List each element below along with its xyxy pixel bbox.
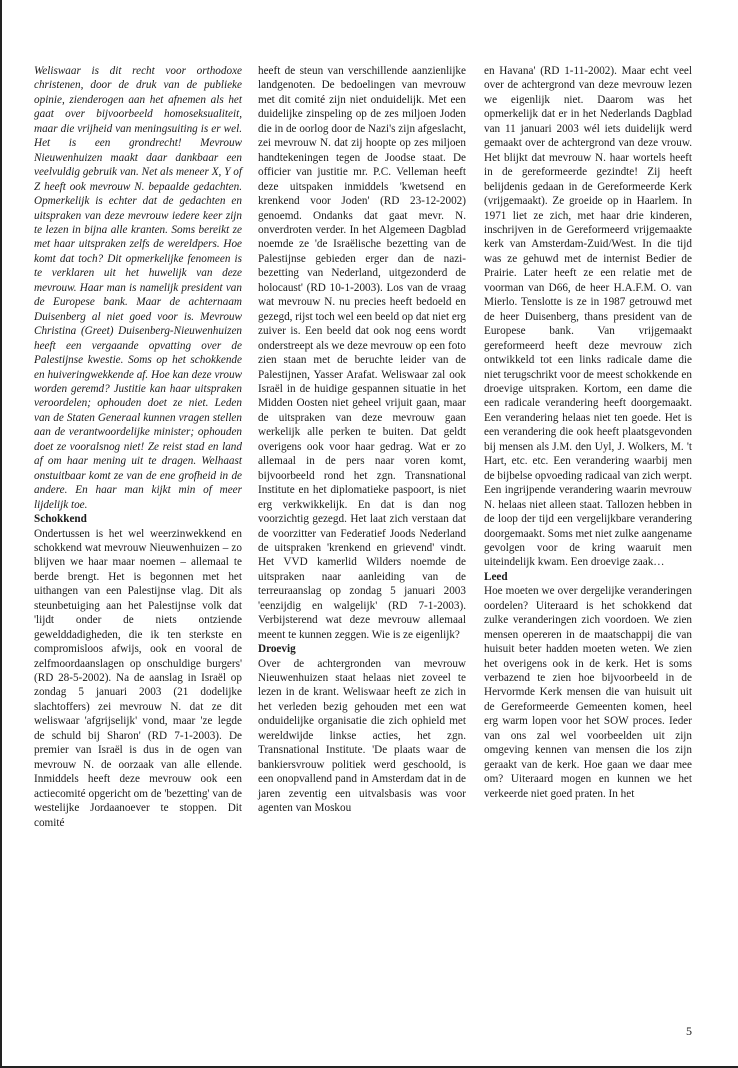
body-paragraph: heeft de steun van verschillende aanzienlijke landgenoten. De bedoelingen van mevrouw met dit comité zijn niet onduidelijk. Met een duidelijke zinspeling op de zes miljoen Joden die in de oorlog door de Nazi's zijn afgeslacht, zei mevrouw N. dat zij hoopte op zes miljoen handtekeningen tegen de Joodse staat. De officier van justitie mr. P.C. Velleman heeft deze uitspaken inmiddels 'kwetsend en krenkend voor Joden' (RD 23-12-2002) genoemd. Ondanks dat gaat mevr. N. onverdroten verder. In het Algemeen Dagblad noemde ze 'de Israëlische bezetting van de Palestijnse gebieden erger dan de nazi-bezetting van Nederland, uitgezonderd de holocaust' (RD 10-1-2003). Los van de vraag wat mevrouw N. nu precies heeft bedoeld en gezegd, rijst toch wel een beeld op dat niet erg zuiver is. Een beeld dat ook nog eens wordt onderstreept als we deze mevrouw op een foto zien staan met de beruchte leider van de Palestijnen, Yasser Arafat. Weliswaar zal ook Israël in de huidige gespannen situatie in het Midden Oosten niet geheel vrijuit gaan, maar de uitspraken van deze mevrouw gaan werkelijk alle perken te buiten. Dat geldt overigens ook voor haar gedrag. Wat er zo allemaal in de pers naar voren komt, bijvoorbeeld rond het zgn. Transnational Institute en het diplomatieke paspoort, is niet erg verkwikkelijk. En dat is dan nog voorzichtig gezegd. Het laat zich verstaan dat de voorzitter van Federatief Joods Nederland de uitspraken 'krenkend en grievend' vindt. Het VVD kamerlid Wilders noemde de uitspraken naar aanleiding van de terreuraanslag op zondag 5 januari 2003 'eenzijdig en walgelijk' (RD 7-1-2003). Verbijsterend wat deze mevrouw allemaal meent te kunnen zeggen. Wie is ze eigenlijk? [258,65,466,641]
column-1 [34,64,242,830]
body-paragraph: Ondertussen is het wel weerzinwekkend en schokkend wat mevrouw Nieuwenhuizen – zo blijven we haar maar noemen – allemaal te berde brengt. Het is begonnen met het uithangen van een Palestijnse vlag. Dit als steunbetuiging aan het Palestijnse volk dat 'lijdt onder de niets ontziende gewelddadigheden, die ik ten sterkste en compromisloos afwijs, ook en vooral de zelfmoordaanslagen op onschuldige burgers' (RD 28-5-2002). Na de aanslag in Israël op zondag 5 januari 2003 (21 dodelijke slachtoffers) zei mevrouw N. dat ze dit weliswaar 'afgrijselijk' vond, maar 'ze legde de schuld bij Sharon' (RD 7-1-2003). De premier van Israël is dus in de ogen van mevrouw N. de oorzaak van alle ellende. Inmiddels heeft deze mevrouw ook een actiecomité opgericht om de 'bezetting' van de westelijke Jordaanoever te stoppen. Dit comité [34,527,242,829]
body-paragraph: en Havana' (RD 1-11-2002). Maar echt veel over de achtergrond van deze mevrouw lezen we eigenlijk niet. Daarom was het opmerkelijk dat er in het Nederlands Dagblad van 11 januari 2003 wél iets duidelijk werd gemaakt over de achtergrond van deze vrouw. Het blijkt dat mevrouw N. haar wortels heeft in de gereformeerde gezindte! Zij heeft belijdenis gedaan in de Gereformeerde Kerk (vrijgemaakt). Ze groeide op in Haarlem. In 1971 liet ze zich, met haar drie kinderen, inschrijven in de Gereformeerd vrijgemaakte kerk van Amsterdam-Zuid/West. In die tijd was ze gehuwd met de internist Bedier de Prairie. Later heeft ze een relatie met de voorman van D66, de heer H.A.F.M. O. van Mierlo. Tenslotte is ze in 1987 getrouwd met de heer Duisenberg, thans president van de Europese bank. Van vrijgemaakt gereformeerd heeft deze mevrouw zich ontwikkeld tot een links radicale dame die niet terugschrikt voor de meest schokkende en droevige uitspraken. Kortom, een dame die een radicale verandering heeft doorgemaakt. Een verandering helaas niet ten goede. Het is een verandering die ook heeft plaatsgevonden bij mensen als J.M. den Uyl, J. Wolkers, M. 't Hart, etc. etc. Een verandering waarbij men de bijbelse opvoeding radicaal van zich werpt. Een ingrijpende verandering waarin mevrouw N. helaas niet alleen staat. Tallozen hebben in de loop der tijd een vergelijkbare verandering doorgemaakt. Soms met niet zulke aangename gevolgen voor de kring waaruit men uiteindelijk kwam. Een droevige zaak… [484,65,692,569]
page-border-left [0,0,2,1068]
page-number: 5 [686,1024,692,1038]
body-paragraph: Over de achtergronden van mevrouw Nieuwenhuizen staat helaas niet zoveel te lezen in de krant. Weliswaar heeft ze zich in het verleden bezig gehouden met een wat onduidelijke organisatie die zich ophield met wereldwijde linkse acties, het zgn. Transnational Institute. 'De plaats waar de bankiersvrouw politiek werd geschoold, is een onopvallend pand in Amsterdam dat in de jaren zeventig een uitvalsbasis was voor agenten van Moskou [258,657,466,815]
body-paragraph: Hoe moeten we over dergelijke veranderingen oordelen? Uiteraard is het schokkend dat zulke veranderingen zich voordoen. We zien mensen opereren in de maatschappij die van huisuit beter hadden moeten weten. We zien het overigens ook in de kerk. Het is soms verbazend te zien hoe bijvoorbeeld in de Hervormde Kerk mensen die van huisuit uit de Gereformeerde Gemeenten komen, heel erg warm lopen voor het SOW proces. Ieder van ons zal wel voorbeelden uit zijn omgeving kennen van mensen die los zijn geraakt van de kerk. Hoe gaan we daar mee om? Uiteraard mogen en kunnen we het verkeerde niet goed praten. In het [484,585,692,800]
heading-droevig: Droevig [258,643,296,656]
intro-italic-paragraph: Weliswaar is dit recht voor orthodoxe christenen, door de druk van de publieke opinie, zienderogen aan het afnemen als het gaat over bijvoorbeeld homoseksualiteit, maar die vrijheid van meningsuiting is er wel. Het is een grondrecht! Mevrouw Nieuwenhuizen maakt daar dankbaar een veelvuldig gebruik van. Net als meneer X, Y of Z heeft ook mevrouw N. bepaalde gedachten. Opmerkelijk is echter dat de gedachten en uitspraken van deze mevrouw iedere keer zijn te lezen in bijna alle kranten. Soms bereikt ze met haar uitspraken zelfs de wereldpers. Hoe komt dat toch? Dit opmerkelijke fenomeen is te verklaren uit het huwelijk van deze mevrouw. Haar man is namelijk president van de Europese bank. Maar de achternaam Duisenberg al niet goed voor is. Mevrouw Christina (Greet) Duisenberg-Nieuwenhuizen heeft een vergaande opvatting over de Palestijnse kwestie. Soms op het schokkende en huiveringwekkende af. Hoe kan deze vrouw worden geremd? Justitie kan haar uitspraken veroordelen; ophouden doet ze niet. Leden van de Staten Generaal kunnen vragen stellen aan de verantwoordelijke minister; ophouden doet ze vooralsnog niet! Ze reist stad en land af om haar mening uit te dragen. Welhaast onstuitbaar komt ze van de ene grofheid in de andere. En haar man kijkt min of meer lijdelijk toe. [34,65,242,511]
column-3 [484,64,692,801]
column-2 [258,64,466,816]
heading-schokkend: Schokkend [34,513,87,526]
heading-leed: Leed [484,570,508,583]
